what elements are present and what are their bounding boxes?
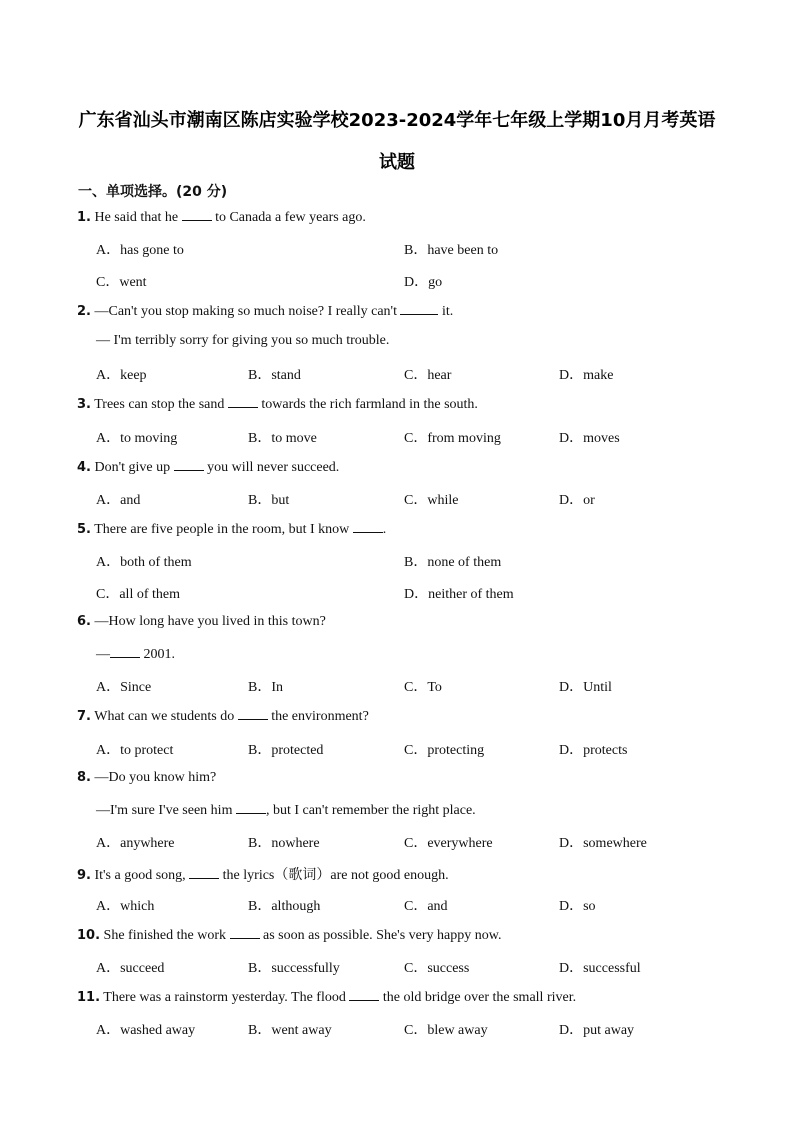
- option-d: D．successful: [559, 961, 641, 976]
- answer-blank: [400, 302, 438, 315]
- option-b: B．have been to: [404, 243, 499, 258]
- question-2: [77, 302, 453, 320]
- question-7: [77, 707, 369, 725]
- option-a: A．anywhere: [96, 836, 175, 851]
- question-11: [77, 988, 576, 1006]
- option-c: C．protecting: [404, 743, 485, 758]
- option-b: B．nowhere: [248, 836, 320, 851]
- question-10: [77, 926, 501, 944]
- question-text: It's a good song,: [94, 868, 190, 883]
- answer-blank: [238, 707, 268, 720]
- question-1: [77, 208, 366, 226]
- option-d: D．moves: [559, 431, 620, 446]
- option-c: C．all of them: [96, 587, 180, 602]
- option-a: A．Since: [96, 680, 152, 695]
- option-b: B．successfully: [248, 961, 340, 976]
- question-number: 7.: [77, 709, 91, 724]
- option-c: C．everywhere: [404, 836, 493, 851]
- option-b: B．none of them: [404, 555, 502, 570]
- option-d: D．somewhere: [559, 836, 647, 851]
- option-a: A．both of them: [96, 555, 192, 570]
- option-b: B．In: [248, 680, 283, 695]
- document-title-line1: 广东省汕头市潮南区陈店实验学校2023-2024学年七年级上学期10月月考英语: [78, 110, 716, 131]
- option-a: A．keep: [96, 368, 147, 383]
- option-d: D．neither of them: [404, 587, 514, 602]
- question-number: 5.: [77, 522, 91, 537]
- option-b: B．went away: [248, 1023, 332, 1038]
- option-a: A．and: [96, 493, 141, 508]
- option-a: A．has gone to: [96, 243, 184, 258]
- option-d: D．or: [559, 493, 595, 508]
- question-text: you will never succeed.: [203, 460, 340, 475]
- option-d: D．put away: [559, 1023, 635, 1038]
- option-c: C．success: [404, 961, 470, 976]
- question-number: 8.: [77, 770, 91, 785]
- option-c: C．and: [404, 899, 448, 914]
- question-text: —Do you know him?: [94, 770, 217, 785]
- option-a: A．which: [96, 899, 155, 914]
- option-d: D．so: [559, 899, 596, 914]
- option-d: D．go: [404, 275, 443, 290]
- question-text: the old bridge over the small river.: [379, 990, 577, 1005]
- question-4: [77, 458, 339, 476]
- question-text: —Can't you stop making so much noise? I really can't: [94, 304, 401, 319]
- question-text: the environment?: [267, 709, 369, 724]
- question-subline: — I'm terribly sorry for giving you so much trouble.: [96, 333, 390, 348]
- question-5: [77, 520, 386, 538]
- question-text: —How long have you lived in this town?: [94, 614, 326, 629]
- question-text: There are five people in the room, but I know: [94, 522, 353, 537]
- option-d: D．Until: [559, 680, 612, 695]
- answer-blank: [353, 520, 383, 533]
- question-number: 9.: [77, 868, 91, 883]
- question-text: the lyrics（歌词）are not good enough.: [219, 868, 449, 883]
- option-a: A．washed away: [96, 1023, 196, 1038]
- question-number: 4.: [77, 460, 91, 475]
- option-b: B．although: [248, 899, 321, 914]
- question-text: as soon as possible. She's very happy now.: [259, 928, 502, 943]
- option-b: B．but: [248, 493, 290, 508]
- question-number: 1.: [77, 210, 91, 225]
- answer-blank: [182, 208, 212, 221]
- option-b: B．protected: [248, 743, 324, 758]
- question-text: .: [382, 522, 387, 537]
- option-d: D．protects: [559, 743, 628, 758]
- answer-blank: [110, 645, 140, 658]
- question-text: it.: [438, 304, 454, 319]
- document-title-line2: 试题: [379, 152, 415, 173]
- option-c: C．hear: [404, 368, 452, 383]
- question-6: [77, 614, 326, 630]
- question-number: 11.: [77, 990, 101, 1005]
- option-a: A．to moving: [96, 431, 178, 446]
- option-b: B．to move: [248, 431, 317, 446]
- option-c: C．from moving: [404, 431, 501, 446]
- question-8: [77, 770, 216, 786]
- question-text: He said that he: [94, 210, 182, 225]
- answer-blank: [228, 395, 258, 408]
- answer-blank: [230, 926, 260, 939]
- question-subline: — 2001.: [96, 647, 175, 662]
- question-text: What can we students do: [94, 709, 238, 724]
- option-a: A．succeed: [96, 961, 165, 976]
- question-number: 10.: [77, 928, 101, 943]
- option-c: C．blew away: [404, 1023, 488, 1038]
- answer-blank: [189, 866, 219, 879]
- question-text: She finished the work: [103, 928, 230, 943]
- option-b: B．stand: [248, 368, 301, 383]
- question-subline: —I'm sure I've seen him , but I can't remember the right place.: [96, 803, 476, 818]
- question-number: 6.: [77, 614, 91, 629]
- section-heading: 一、单项选择。(20 分): [78, 184, 228, 200]
- question-text: Don't give up: [94, 460, 174, 475]
- option-c: C．while: [404, 493, 459, 508]
- question-text: towards the rich farmland in the south.: [257, 397, 478, 412]
- answer-blank: [174, 458, 204, 471]
- question-text: Trees can stop the sand: [94, 397, 228, 412]
- question-number: 2.: [77, 304, 91, 319]
- question-number: 3.: [77, 397, 91, 412]
- answer-blank: [349, 988, 379, 1001]
- option-d: D．make: [559, 368, 614, 383]
- answer-blank: [236, 801, 266, 814]
- question-text: There was a rainstorm yesterday. The flood: [103, 990, 350, 1005]
- question-text: to Canada a few years ago.: [211, 210, 366, 225]
- question-9: [77, 864, 449, 884]
- option-a: A．to protect: [96, 743, 174, 758]
- question-3: [77, 395, 478, 413]
- option-c: C．went: [96, 275, 147, 290]
- option-c: C．To: [404, 680, 442, 695]
